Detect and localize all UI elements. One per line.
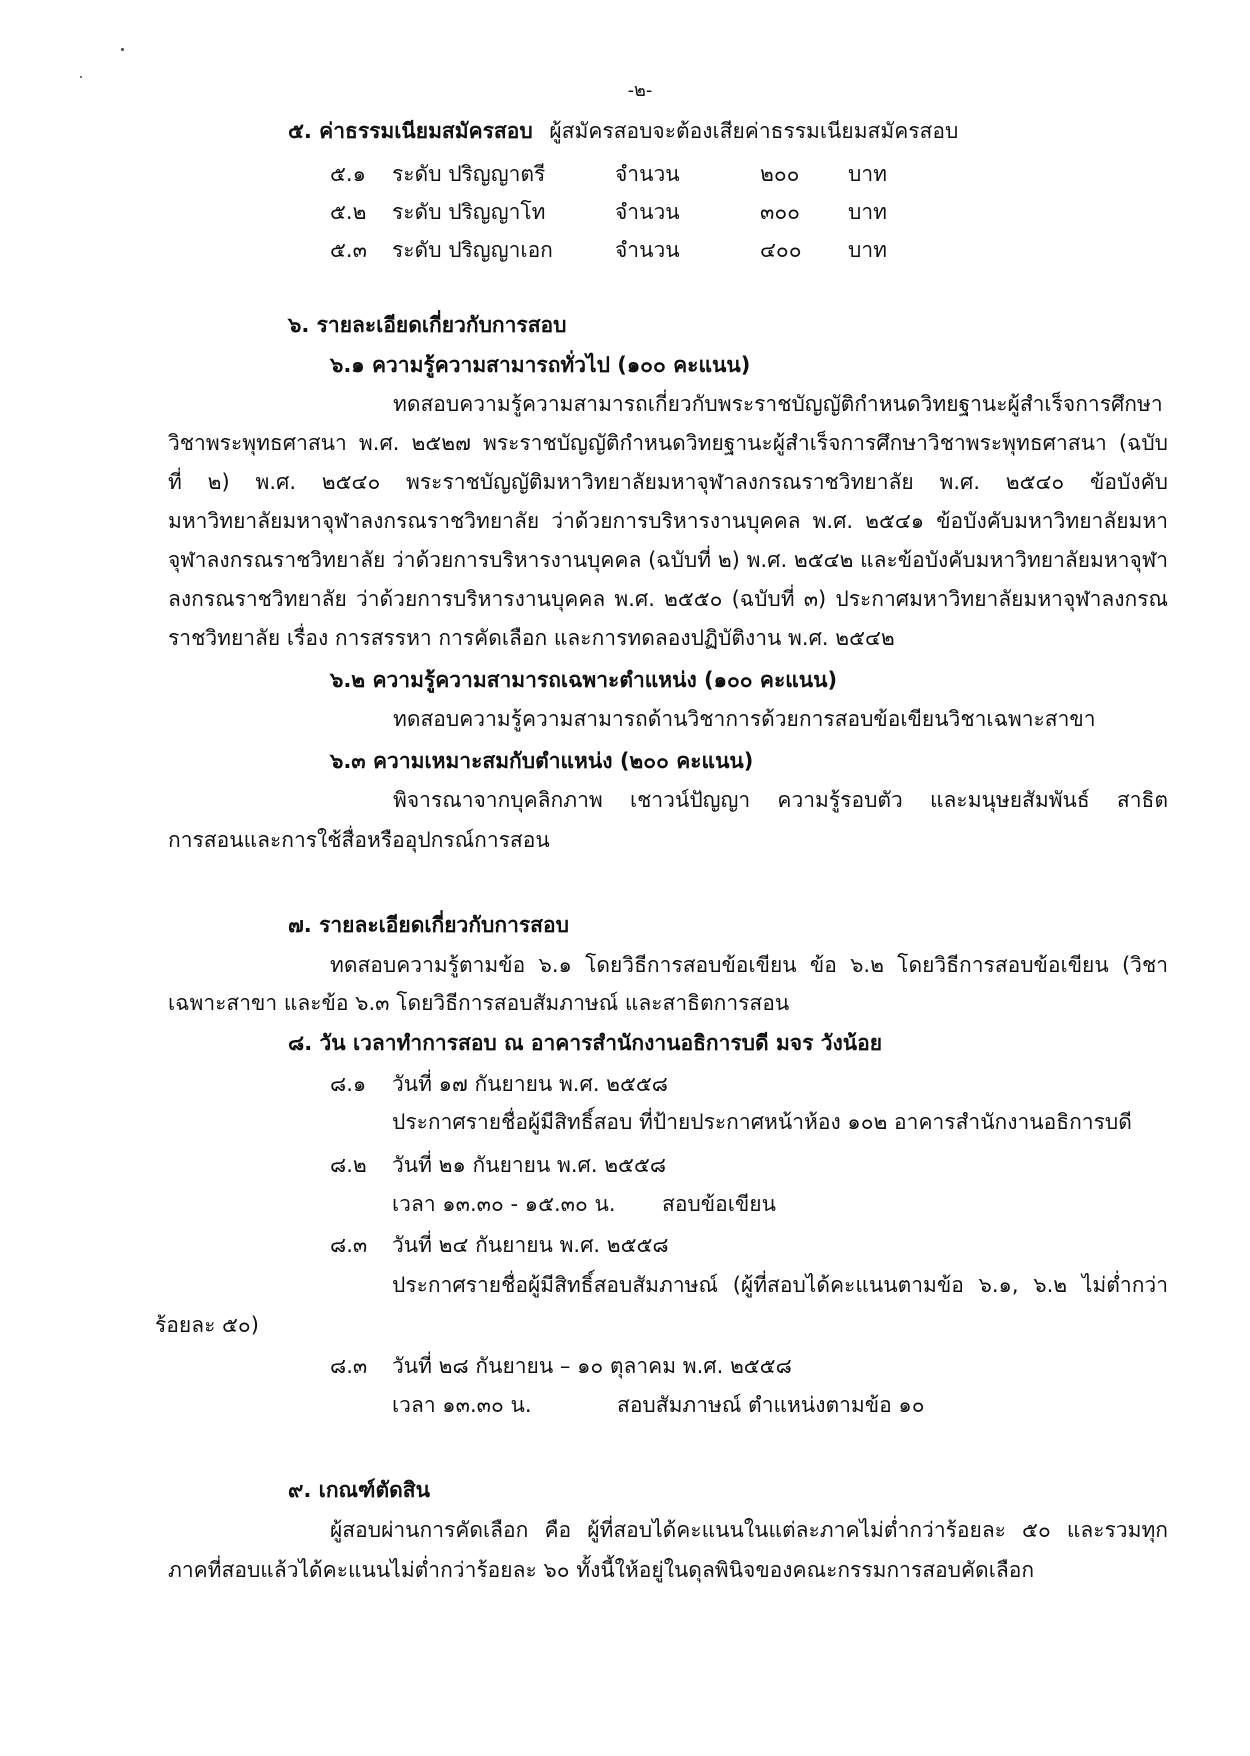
- schedule-date: วันที่ ๒๘ กันยายน – ๑๐ ตุลาคม พ.ศ. ๒๕๕๘: [392, 1354, 792, 1378]
- fee-amount-label: จำนวน: [615, 162, 680, 186]
- fee-row: [330, 197, 930, 227]
- schedule-date: วันที่ ๒๑ กันยายน พ.ศ. ๒๕๕๘: [392, 1153, 667, 1177]
- section-8-heading: ๘. วัน เวลาทำการสอบ ณ อาคารสำนักงานอธิการบดี มจร วังน้อย: [288, 1031, 883, 1055]
- fee-amount-label: จำนวน: [615, 238, 680, 262]
- fee-amount: ๓๐๐: [760, 200, 800, 224]
- schedule-no: ๘.๓: [330, 1233, 368, 1257]
- section-7-line: เฉพาะสาขา และข้อ ๖.๓ โดยวิธีการสอบสัมภาษณ์ และสาธิตการสอน: [168, 991, 790, 1015]
- fee-amount-label: จำนวน: [615, 200, 680, 224]
- schedule-no: ๘.๒: [330, 1153, 367, 1177]
- fee-label: ระดับ ปริญญาตรี: [392, 162, 546, 186]
- fee-no: ๕.๑: [330, 162, 366, 186]
- section-6-1-line: ราชวิทยาลัย เรื่อง การสรรหา การคัดเลือก และการทดลองปฏิบัติงาน พ.ศ. ๒๕๔๒: [168, 626, 895, 650]
- section-6-1-line: จุฬาลงกรณราชวิทยาลัย ว่าด้วยการบริหารงานบุคคล (ฉบับที่ ๒) พ.ศ. ๒๕๔๒ และข้อบังคับมหาวิทยาลัยมหาจุฬา: [168, 548, 1168, 572]
- section-6-heading: ๖. รายละเอียดเกี่ยวกับการสอบ: [288, 313, 567, 337]
- fee-unit: บาท: [848, 162, 887, 186]
- schedule-no: ๘.๓: [330, 1354, 368, 1378]
- schedule-time-row: [392, 1189, 892, 1219]
- fee-unit: บาท: [848, 200, 887, 224]
- schedule-detail: ประกาศรายชื่อผู้มีสิทธิ์สอบ ที่ป้ายประกาศหน้าห้อง ๑๐๒ อาคารสำนักงานอธิการบดี: [392, 1110, 1132, 1134]
- section-5-heading: ๕. ค่าธรรมเนียมสมัครสอบ: [288, 119, 533, 143]
- schedule-detail: สอบข้อเขียน: [662, 1192, 776, 1216]
- scan-speck: [80, 76, 82, 78]
- fee-amount: ๒๐๐: [760, 162, 800, 186]
- fee-no: ๕.๓: [330, 238, 367, 262]
- schedule-time-row: [392, 1390, 992, 1420]
- schedule-time: เวลา ๑๓.๓๐ - ๑๕.๓๐ น.: [392, 1192, 616, 1216]
- schedule-time: เวลา ๑๓.๓๐ น.: [392, 1393, 532, 1417]
- fee-amount: ๔๐๐: [760, 238, 802, 262]
- schedule-no: ๘.๑: [330, 1072, 367, 1096]
- schedule-item: [330, 1351, 792, 1381]
- section-6-1-heading: ๖.๑ ความรู้ความสามารถทั่วไป (๑๐๐ คะแนน): [330, 353, 751, 377]
- fee-no: ๕.๒: [330, 200, 367, 224]
- scan-speck: [121, 48, 124, 51]
- section-6-1-line: ทดสอบความรู้ความสามารถเกี่ยวกับพระราชบัญญัติกำหนดวิทยฐานะผู้สำเร็จการศึกษา: [393, 392, 1163, 416]
- section-9-line: ผู้สอบผ่านการคัดเลือก คือ ผู้ที่สอบได้คะแนนในแต่ละภาคไม่ต่ำกว่าร้อยละ ๕๐ และรวมทุก: [330, 1518, 1168, 1542]
- page-number: -๒-: [627, 80, 653, 101]
- schedule-item: [330, 1150, 667, 1180]
- section-5-text: ผู้สมัครสอบจะต้องเสียค่าธรรมเนียมสมัครสอบ: [549, 119, 959, 143]
- section-6-2-heading: ๖.๒ ความรู้ความสามารถเฉพาะตำแหน่ง (๑๐๐ คะแนน): [330, 668, 838, 692]
- section-6-1-line: มหาวิทยาลัยมหาจุฬาลงกรณราชวิทยาลัย ว่าด้วยการบริหารงานบุคคล พ.ศ. ๒๕๔๑ ข้อบังคับมหาวิทยาลัยมหา: [168, 509, 1168, 533]
- schedule-detail: ประกาศรายชื่อผู้มีสิทธิ์สอบสัมภาษณ์ (ผู้ที่สอบได้คะแนนตามข้อ ๖.๑, ๖.๒ ไม่ต่ำกว่า: [392, 1273, 1168, 1297]
- section-9-line: ภาคที่สอบแล้วได้คะแนนไม่ต่ำกว่าร้อยละ ๖๐ ทั้งนี้ให้อยู่ในดุลพินิจของคณะกรรมการสอบคัดเลือก: [168, 1558, 1035, 1582]
- section-5-line: [288, 116, 958, 146]
- fee-label: ระดับ ปริญญาเอก: [392, 238, 553, 262]
- fee-row: [330, 235, 930, 265]
- section-7-line: ทดสอบความรู้ตามข้อ ๖.๑ โดยวิธีการสอบข้อเขียน ข้อ ๖.๒ โดยวิธีการสอบข้อเขียน (วิชา: [330, 953, 1168, 977]
- section-6-1-line: วิชาพระพุทธศาสนา พ.ศ. ๒๕๒๗ พระราชบัญญัติกำหนดวิทยฐานะผู้สำเร็จการศึกษาวิชาพระพุทธศาสนา (ฉบับ: [168, 431, 1168, 455]
- schedule-item: [330, 1069, 668, 1099]
- section-6-3-heading: ๖.๓ ความเหมาะสมกับตำแหน่ง (๒๐๐ คะแนน): [330, 749, 754, 773]
- schedule-date: วันที่ ๑๗ กันยายน พ.ศ. ๒๕๕๘: [392, 1072, 668, 1096]
- schedule-item: [330, 1230, 669, 1260]
- section-6-3-line: พิจารณาจากบุคลิกภาพ เชาวน์ปัญญา ความรู้รอบตัว และมนุษยสัมพันธ์ สาธิต: [393, 788, 1168, 812]
- schedule-date: วันที่ ๒๔ กันยายน พ.ศ. ๒๕๕๘: [392, 1233, 669, 1257]
- section-6-3-line: การสอนและการใช้สื่อหรืออุปกรณ์การสอน: [168, 828, 550, 852]
- fee-unit: บาท: [848, 238, 887, 262]
- fee-label: ระดับ ปริญญาโท: [392, 200, 546, 224]
- fee-row: [330, 159, 930, 189]
- section-9-heading: ๙. เกณฑ์ตัดสิน: [288, 1478, 430, 1502]
- section-6-1-line: ลงกรณราชวิทยาลัย ว่าด้วยการบริหารงานบุคคล พ.ศ. ๒๕๕๐ (ฉบับที่ ๓) ประกาศมหาวิทยาลัยมหาจุฬาลงกรณ: [168, 587, 1168, 611]
- schedule-detail: สอบสัมภาษณ์ ตำแหน่งตามข้อ ๑๐: [617, 1393, 925, 1417]
- section-7-heading: ๗. รายละเอียดเกี่ยวกับการสอบ: [288, 913, 569, 937]
- schedule-detail-cont: ร้อยละ ๕๐): [155, 1313, 259, 1337]
- section-6-2-line: ทดสอบความรู้ความสามารถด้านวิชาการด้วยการสอบข้อเขียนวิชาเฉพาะสาขา: [393, 707, 1096, 731]
- section-6-1-line: ที่ ๒) พ.ศ. ๒๕๔๐ พระราชบัญญัติมหาวิทยาลัยมหาจุฬาลงกรณราชวิทยาลัย พ.ศ. ๒๕๔๐ ข้อบังคับ: [168, 470, 1168, 494]
